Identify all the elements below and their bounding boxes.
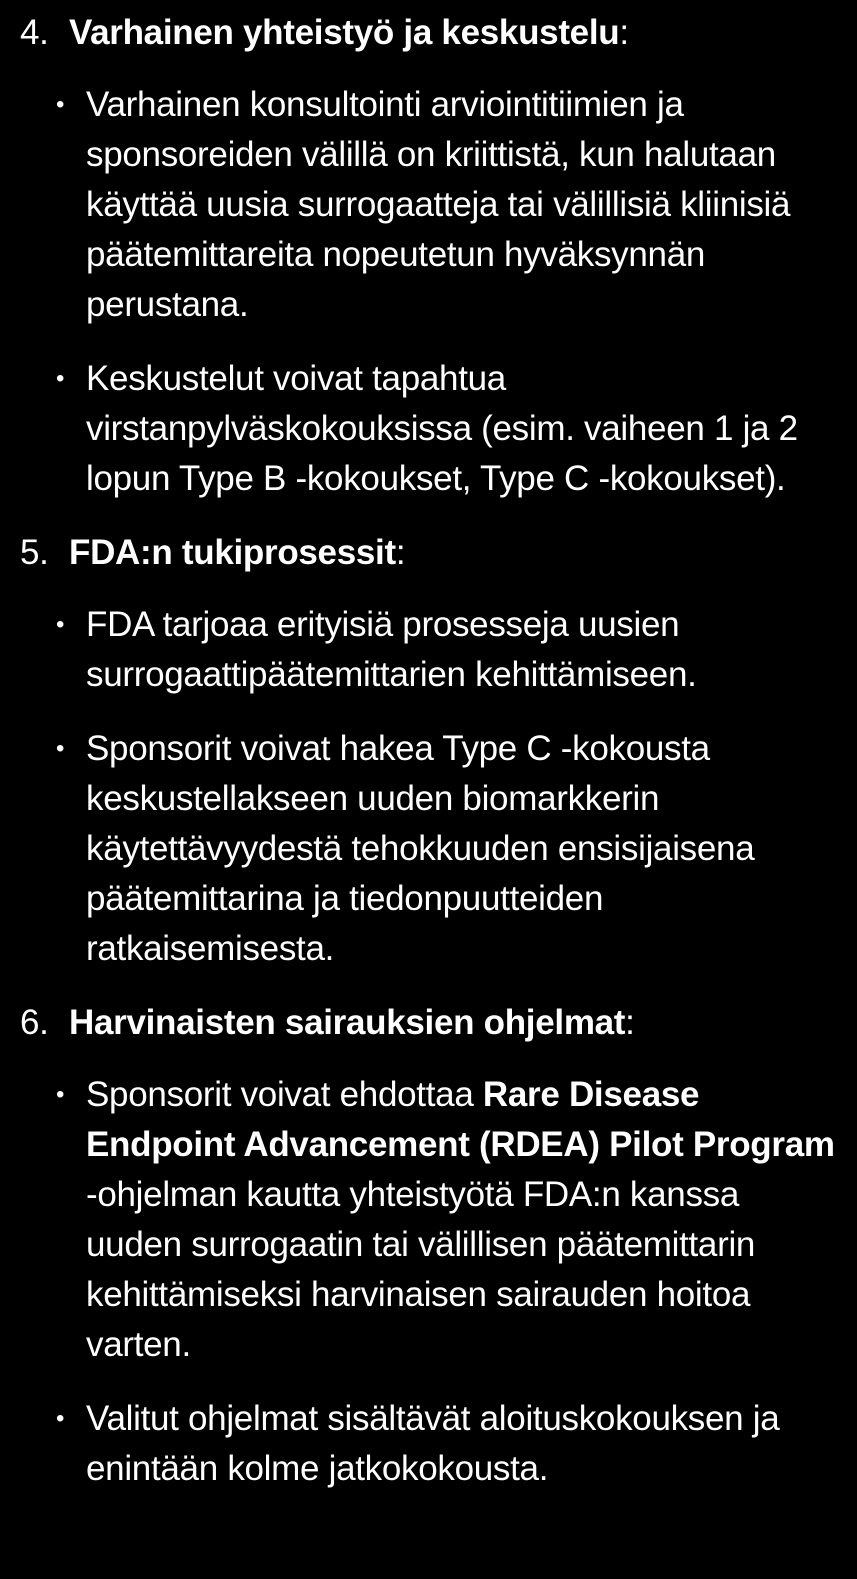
- section-title-colon: :: [395, 533, 406, 572]
- bullet-text: FDA tarjoaa erityisiä prosesseja uusien surrogaattipäätemittarien kehittämiseen.: [86, 605, 697, 694]
- section-4: [20, 8, 837, 504]
- section-title-colon: :: [619, 13, 629, 52]
- list-item: [20, 600, 837, 700]
- bullet-text: Sponsorit voivat hakea Type C -kokousta keskustellakseen uuden biomarkkerin käytettävyydestä tehokkuuden ensisijaisena päätemittarina ja tiedonpuutteiden ratkaisemisesta.: [86, 729, 755, 968]
- section-6: [20, 998, 837, 1494]
- list-item: [20, 1394, 837, 1494]
- section-title-wrap: [69, 998, 635, 1048]
- section-title-wrap: [69, 8, 629, 58]
- section-heading: [20, 998, 837, 1048]
- list-item: [20, 724, 837, 974]
- bullet-text-pre: Sponsorit voivat ehdottaa: [86, 1075, 483, 1114]
- section-heading: [20, 8, 837, 58]
- section-title: FDA:n tukiprosessit: [69, 533, 396, 572]
- bullet-list: [20, 600, 837, 974]
- list-item: [20, 354, 837, 504]
- list-item: [20, 1070, 837, 1370]
- section-number: 4.: [20, 13, 49, 52]
- bullet-text: [86, 1075, 835, 1364]
- bullet-text: Valitut ohjelmat sisältävät aloituskokouksen ja enintään kolme jatkokokousta.: [86, 1399, 780, 1488]
- bullet-dot-icon: •: [56, 611, 65, 638]
- section-number: 5.: [20, 533, 49, 572]
- bullet-list: [20, 80, 837, 504]
- bullet-list: [20, 1070, 837, 1494]
- section-number: 6.: [20, 1003, 49, 1042]
- section-title-wrap: [69, 528, 405, 578]
- list-item: [20, 80, 837, 330]
- section-heading: [20, 528, 837, 578]
- section-title: Varhainen yhteistyö ja keskustelu: [69, 13, 620, 52]
- bullet-dot-icon: •: [56, 1405, 65, 1432]
- bullet-text: Keskustelut voivat tapahtua virstanpylväskokouksissa (esim. vaiheen 1 ja 2 lopun Type B -kokoukset, Type C -kokoukset).: [86, 359, 798, 498]
- section-title-colon: :: [625, 1003, 635, 1042]
- program-name: Rare Disease Endpoint Advancement (RDEA) Pilot Program: [86, 1075, 835, 1164]
- bullet-text: Varhainen konsultointi arviointitiimien ja sponsoreiden välillä on kriittistä, kun halutaan käyttää uusia surrogaatteja tai välillisiä kliinisiä päätemittareita nopeutetun hyväksynnän perustana.: [86, 85, 791, 324]
- bullet-dot-icon: •: [56, 1081, 65, 1108]
- bullet-text-post: -ohjelman kautta yhteistyötä FDA:n kanssa uuden surrogaatin tai välillisen päätemittarin kehittämiseksi harvinaisen sairauden hoitoa varten.: [86, 1175, 756, 1364]
- section-5: [20, 528, 837, 974]
- section-title: Harvinaisten sairauksien ohjelmat: [69, 1003, 626, 1042]
- bullet-dot-icon: •: [56, 735, 65, 762]
- bullet-dot-icon: •: [56, 365, 65, 392]
- bullet-dot-icon: •: [56, 91, 65, 118]
